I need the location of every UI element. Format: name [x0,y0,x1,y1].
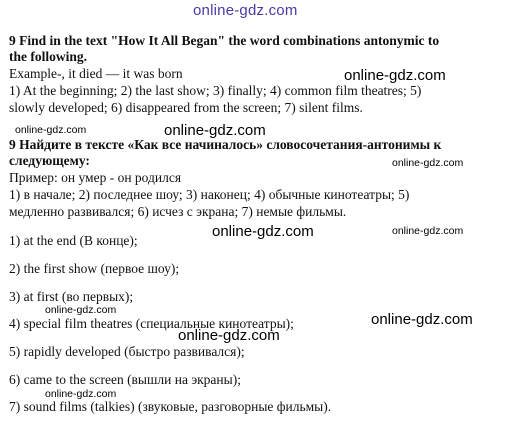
watermark: online-gdz.com [212,223,314,240]
english-items-line-2: slowly developed; 6) disappeared from the screen; 7) silent films. [9,100,363,115]
russian-items-line-2: медленно развивался; 6) исчез с экрана; 7) немые фильмы. [9,204,347,219]
watermark: online-gdz.com [45,388,117,400]
watermark-top: online-gdz.com [193,2,298,19]
watermark: online-gdz.com [371,311,473,328]
answer-7: 7) sound films (talkies) (звуковые, разговорные фильмы). [9,399,332,414]
answer-5: 5) rapidly developed (быстро развивался); [9,344,245,359]
watermark: online-gdz.com [392,225,464,237]
russian-heading-line-2: следующему: [9,153,90,168]
answer-1: 1) at the end (В конце); [9,233,138,248]
english-items-line-1: 1) At the beginning; 2) the last show; 3) finally; 4) common film theatres; 5) [9,83,422,98]
russian-example: Пример: он умер - он родился [9,170,182,185]
watermark: online-gdz.com [45,304,117,316]
watermark: online-gdz.com [164,122,266,139]
russian-heading-line-1: 9 Найдите в тексте «Как все начиналось» словосочетания-антонимы к [9,137,442,152]
answer-2: 2) the first show (первое шоу); [9,261,180,276]
russian-items-line-1: 1) в начале; 2) последнее шоу; 3) наконец; 4) обычные кинотеатры; 5) [9,187,410,202]
watermark: online-gdz.com [15,124,87,136]
watermark: online-gdz.com [392,157,464,169]
watermark: online-gdz.com [178,327,280,344]
answer-4: 4) special film theatres (специальные кинотеатры); [9,316,294,331]
answer-3: 3) at first (во первых); [9,289,134,304]
english-heading-line-2: the following. [9,49,88,64]
watermark: online-gdz.com [344,67,446,84]
answer-6: 6) came to the screen (вышли на экраны); [9,372,241,387]
english-example: Example-, it died — it was born [9,66,183,81]
english-heading-line-1: 9 Find in the text "How It All Began" the word combinations antonymic to [9,33,440,48]
